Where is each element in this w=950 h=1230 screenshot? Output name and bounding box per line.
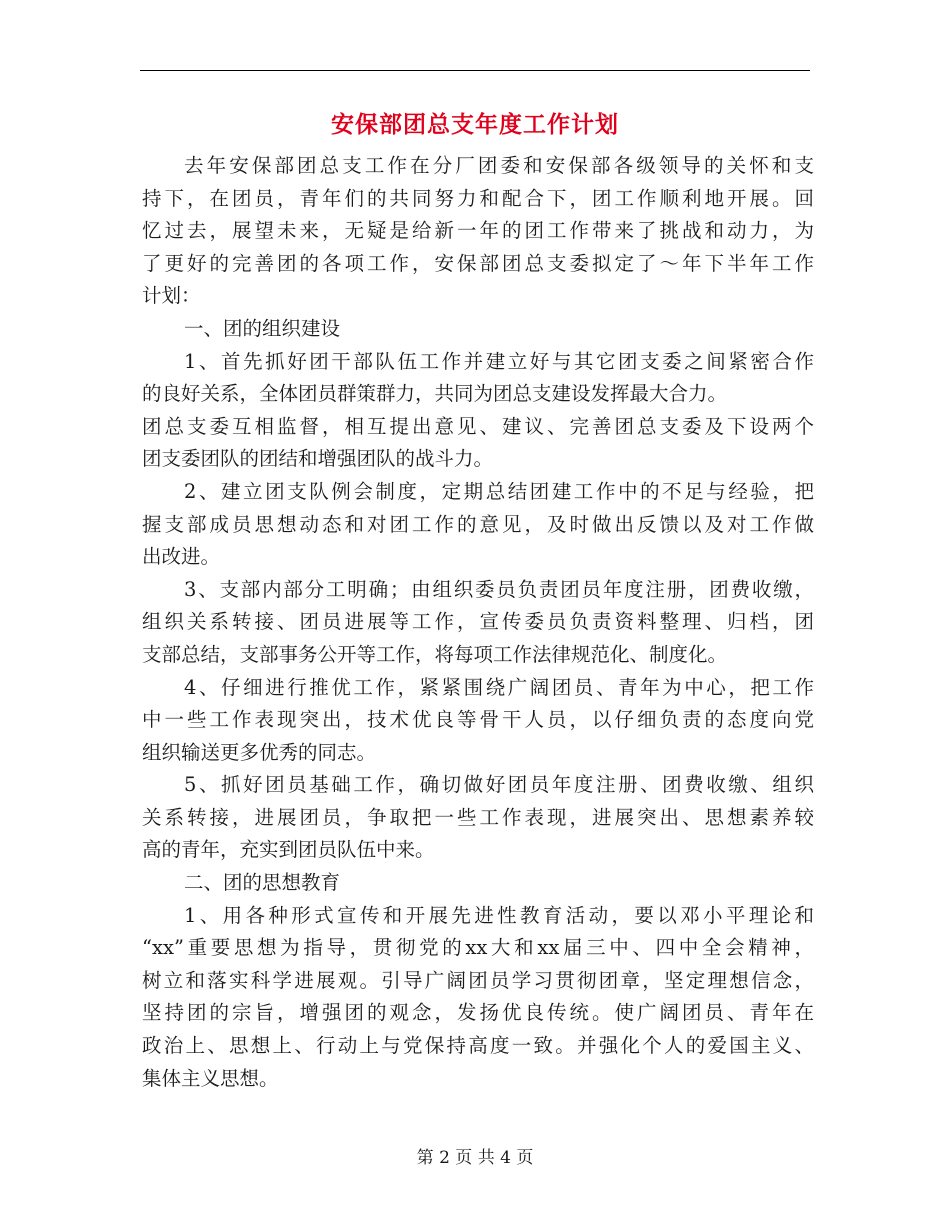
body-line: 出改进。 [142,545,221,569]
page-number: 第 2 页 共 4 页 [416,1148,534,1168]
body-line: 2、建立团支队例会制度，定期总结团建工作中的不足与经验，把 [184,479,814,503]
document-title: 安保部团总支年度工作计划 [331,111,619,138]
body-line: 1、用各种形式宣传和开展先进性教育活动，要以邓小平理论和 [184,903,814,927]
body-line: 了更好的完善团的各项工作，安保部团总支委拟定了～年下半年工作 [142,251,814,275]
body-line: 团支委团队的团结和增强团队的战斗力。 [142,447,494,471]
body-line: 5、抓好团员基础工作，确切做好团员年度注册、团费收缴、组织 [184,773,814,797]
body-line: 集体主义思想。 [142,1066,279,1090]
body-line: 去年安保部团总支工作在分厂团委和安保部各级领导的关怀和支 [184,154,814,177]
body-line: 坚持团的宗旨，增强团的观念，发扬优良传统。使广阔团员、青年在 [142,1001,814,1025]
body-line: 组织输送更多优秀的同志。 [142,740,377,764]
body-line: 二、团的思想教育 [184,871,341,895]
body-line: “xx”重要思想为指导，贯彻党的xx大和xx届三中、四中全会精神， [142,936,814,960]
document-body [142,150,814,1095]
body-line: 支部总结，支部事务公开等工作，将每项工作法律规范化、制度化。 [142,642,728,666]
body-line: 政治上、思想上、行动上与党保持高度一致。并强化个人的爱国主义、 [142,1034,814,1058]
body-line: 团总支委互相监督，相互提出意见、建议、完善团总支委及下设两个 [142,414,814,438]
body-line: 关系转接，进展团员，争取把一些工作表现，进展突出、思想素养较 [142,805,814,829]
header-rule [140,70,810,71]
body-line: 中一些工作表现突出，技术优良等骨干人员，以仔细负责的态度向党 [142,708,814,732]
body-line: 的良好关系，全体团员群策群力，共同为团总支建设发挥最大合力。 [142,382,728,406]
body-line: 1、首先抓好团干部队伍工作并建立好与其它团支委之间紧密合作 [184,349,814,373]
body-line: 4、仔细进行推优工作，紧紧围绕广阔团员、青年为中心，把工作 [184,675,814,699]
body-line: 3、支部内部分工明确；由组织委员负责团员年度注册，团费收缴， [184,577,814,601]
body-line: 握支部成员思想动态和对团工作的意见，及时做出反馈以及对工作做 [142,512,814,536]
body-line: 一、团的组织建设 [184,316,341,340]
body-line: 持下，在团员，青年们的共同努力和配合下，团工作顺利地开展。回 [142,186,814,210]
body-line: 计划： [142,284,201,308]
body-line: 组织关系转接、团员进展等工作，宣传委员负责资料整理、归档，团 [142,610,814,634]
body-line: 忆过去，展望未来，无疑是给新一年的团工作带来了挑战和动力，为 [142,219,814,243]
body-line: 高的青年，充实到团员队伍中来。 [142,838,435,862]
body-line: 树立和落实科学进展观。引导广阔团员学习贯彻团章，坚定理想信念， [142,968,814,992]
